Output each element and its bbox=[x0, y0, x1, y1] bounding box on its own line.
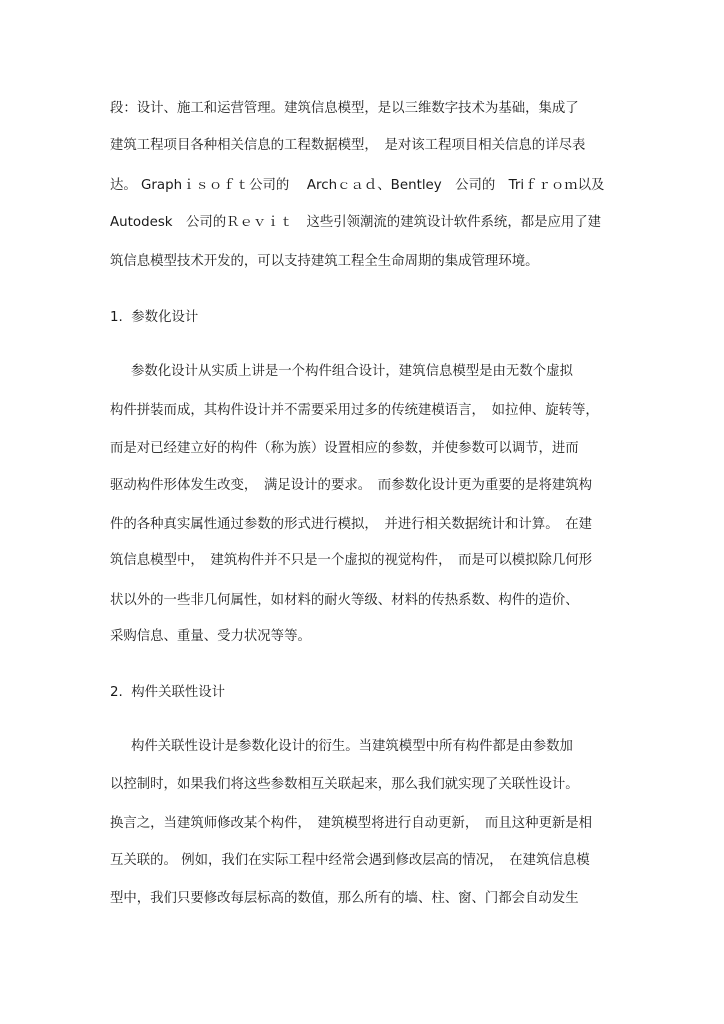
section-1-line-2: 构件拼装而成，其构件设计并不需要采用过多的传统建模语言， 如拉伸、旋转等， bbox=[110, 403, 599, 418]
section-1-line-5: 件的各种真实属性通过参数的形式进行模拟， 并进行相关数据统计和计算。 在建 bbox=[110, 517, 593, 532]
intro-line-3: 达。 Graphｉｓｏｆｔ公司的 Archｃａｄ、Bentley 公司的 Triｆｒｏｍ以及 bbox=[110, 178, 605, 193]
section-1-line-3: 而是对已经建立好的构件（称为族）设置相应的参数，并使参数可以调节，进而 bbox=[110, 441, 579, 456]
section-2-heading: 2. 构件关联性设计 bbox=[110, 685, 226, 700]
section-1-heading: 1. 参数化设计 bbox=[110, 310, 199, 325]
section-2-line-4: 互关联的。 例如，我们在实际工程中经常会遇到修改层高的情况， 在建筑信息模 bbox=[110, 853, 590, 868]
intro-line-4: Autodesk 公司的Ｒｅｖｉｔ 这些引领潮流的建筑设计软件系统，都是应用了建 bbox=[110, 215, 602, 230]
section-2-line-2: 以控制时，如果我们将这些参数相互关联起来，那么我们就实现了关联性设计。 bbox=[110, 777, 579, 792]
section-1-line-8: 采购信息、重量、受力状况等等。 bbox=[110, 629, 311, 644]
section-1-line-7: 状以外的一些非几何属性，如材料的耐火等级、材料的传热系数、构件的造价、 bbox=[110, 593, 579, 608]
section-1-line-1: 参数化设计从实质上讲是一个构件组合设计，建筑信息模型是由无数个虚拟 bbox=[131, 364, 573, 379]
intro-line-1: 段：设计、施工和运营管理。建筑信息模型，是以三维数字技术为基础，集成了 bbox=[110, 101, 579, 116]
section-1-line-6: 筑信息模型中， 建筑构件并不只是一个虚拟的视觉构件， 而是可以模拟除几何形 bbox=[110, 553, 593, 568]
section-2-line-5: 型中，我们只要修改每层标高的数值，那么所有的墙、柱、窗、门都会自动发生 bbox=[110, 891, 579, 906]
intro-line-2: 建筑工程项目各种相关信息的工程数据模型， 是对该工程项目相关信息的详尽表 bbox=[110, 138, 586, 153]
section-2-line-3: 换言之，当建筑师修改某个构件， 建筑模型将进行自动更新， 而且这种更新是相 bbox=[110, 816, 593, 831]
section-2-line-1: 构件关联性设计是参数化设计的衍生。当建筑模型中所有构件都是由参数加 bbox=[131, 739, 573, 754]
intro-line-5: 筑信息模型技术开发的，可以支持建筑工程全生命周期的集成管理环境。 bbox=[110, 254, 539, 269]
section-1-line-4: 驱动构件形体发生改变， 满足设计的要求。 而参数化设计更为重要的是将建筑构 bbox=[110, 478, 593, 493]
